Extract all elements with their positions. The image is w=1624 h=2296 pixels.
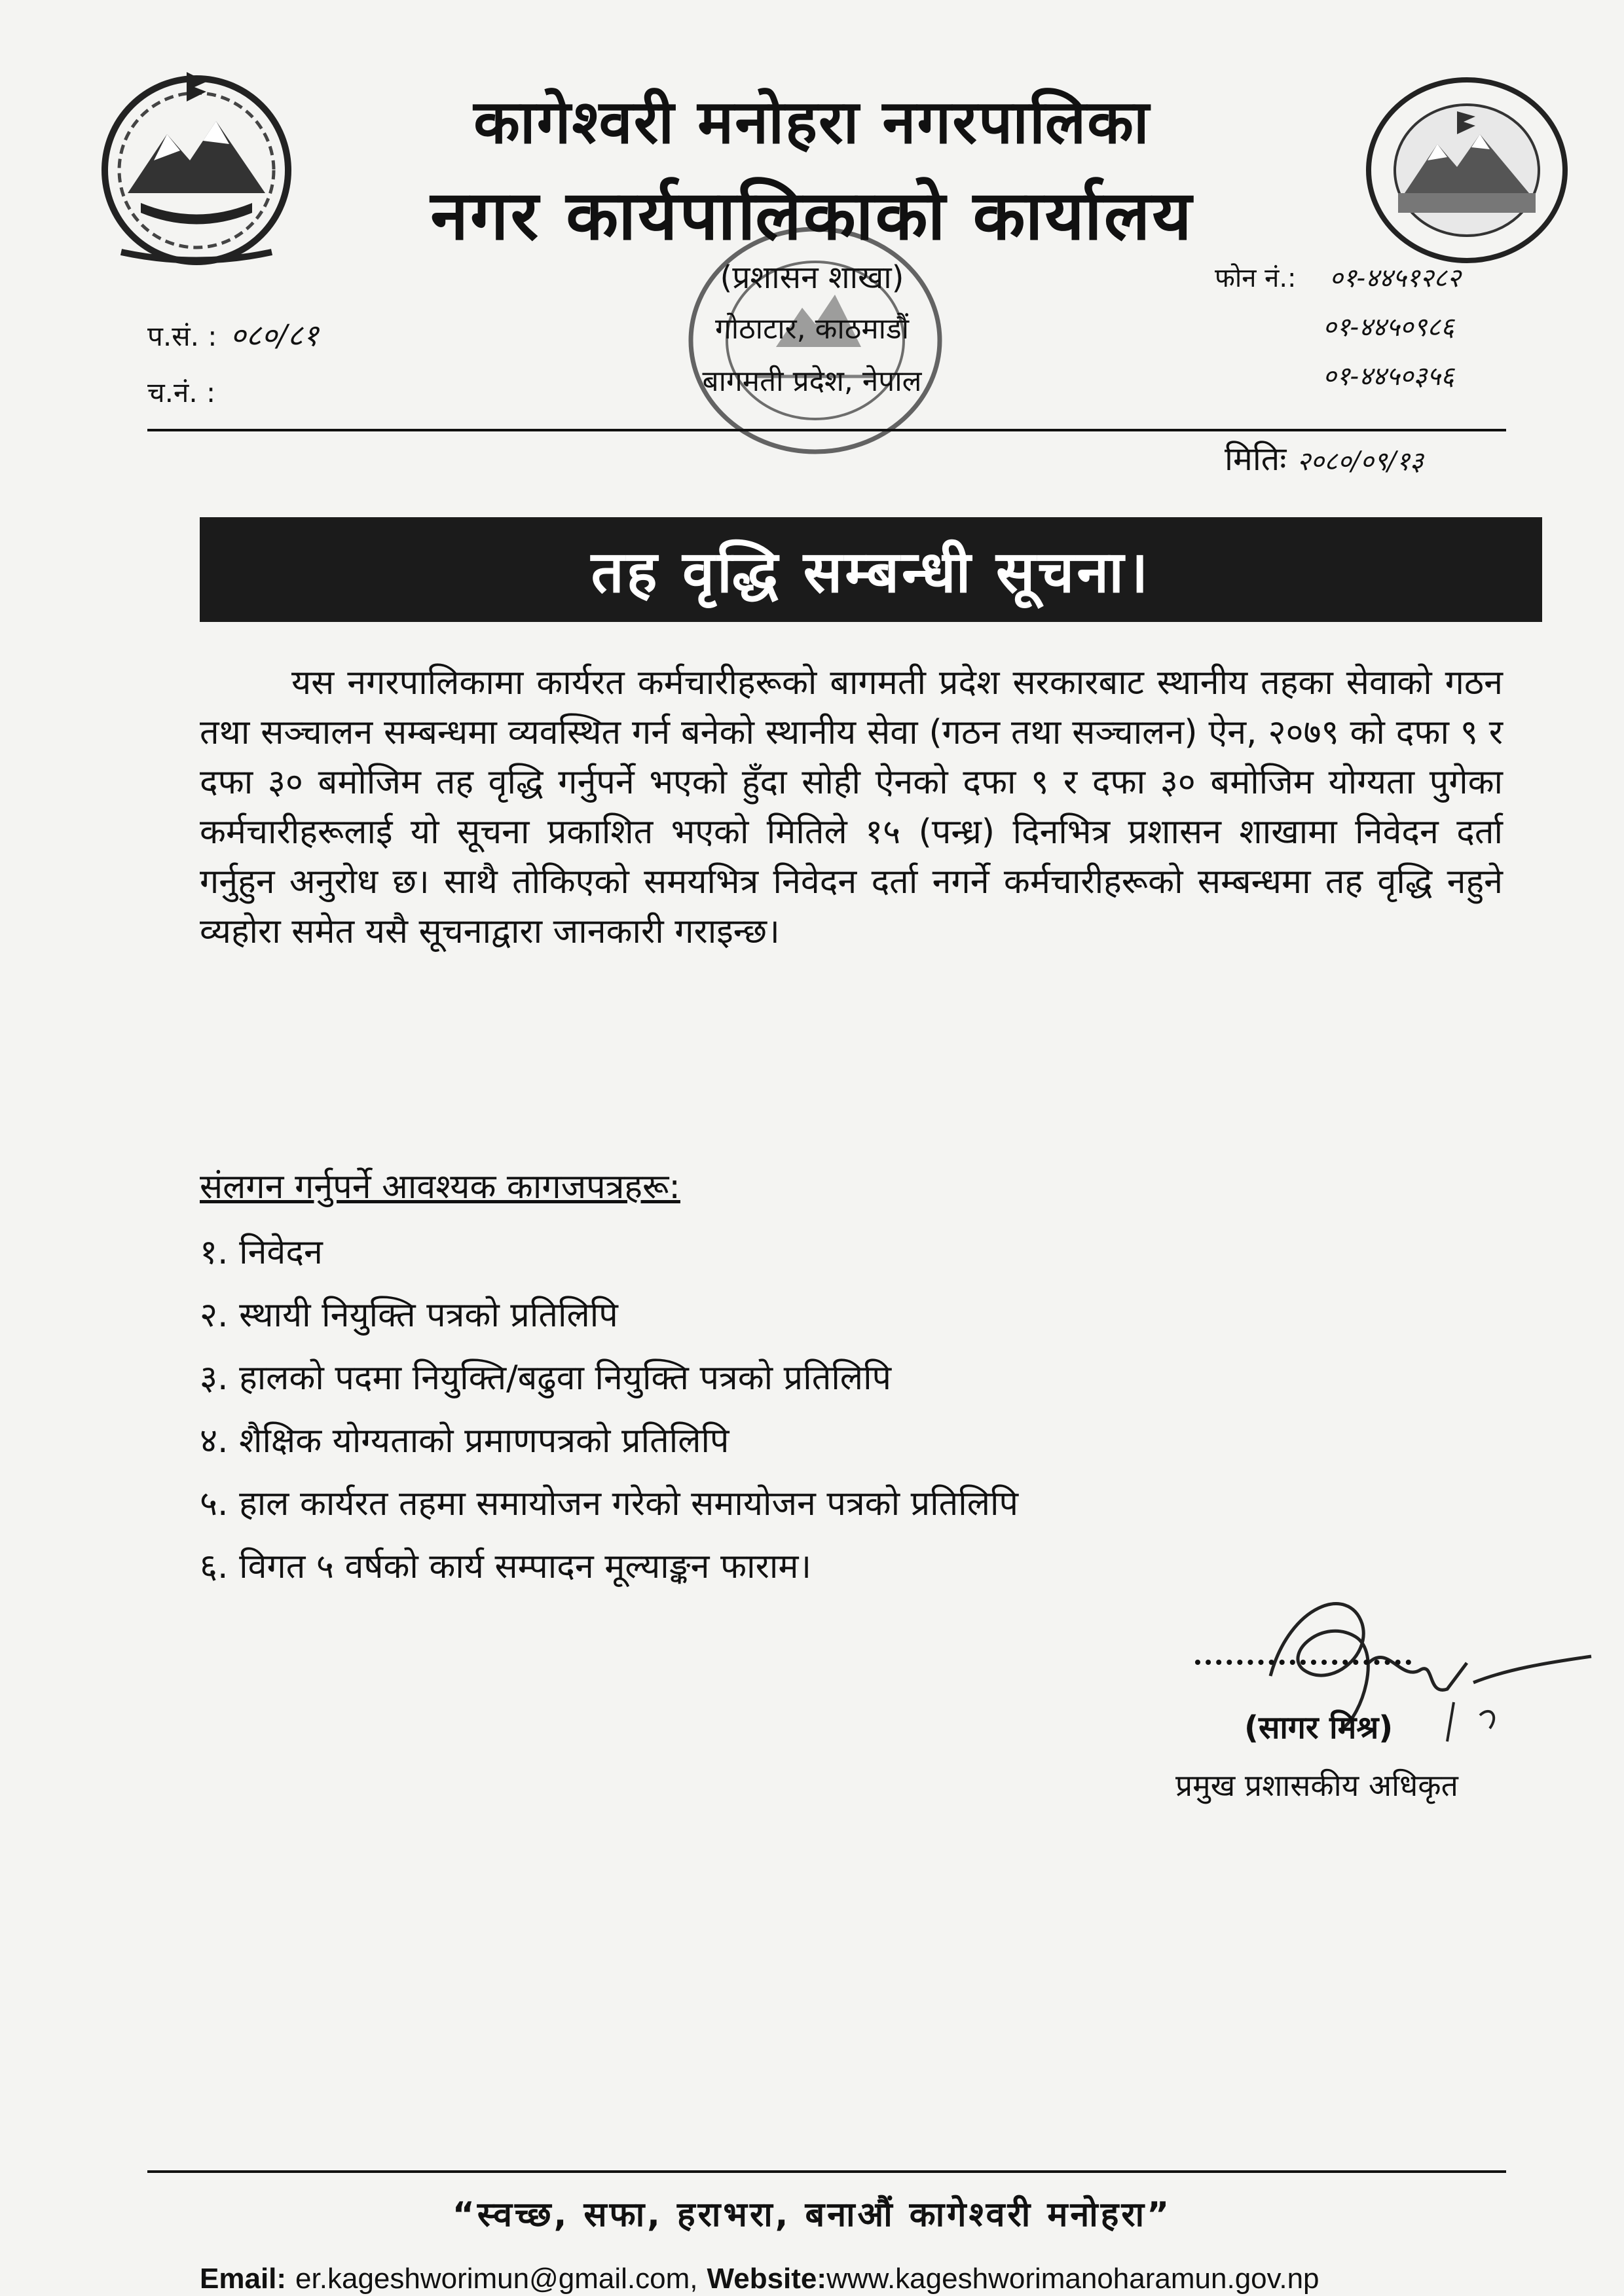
organization-name: कागेश्वरी मनोहरा नगरपालिका [473,87,1151,157]
phone-number-2: ०१-४४५०९८६ [1323,312,1454,342]
phone-number-3: ०१-४४५०३५६ [1323,361,1454,392]
branch-name: (प्रशासन शाखा) [720,259,904,296]
phone-number-1: ०१-४४५१२८२ [1329,263,1461,293]
notice-title: तह वृद्धि सम्बन्धी सूचना। [200,517,1542,622]
date-label: मितिः [1225,440,1287,478]
notice-date [1225,435,1424,480]
list-item: ४. शैक्षिक योग्यताको प्रमाणपत्रको प्रतिलिपि [200,1421,729,1461]
phone-label: फोन नं.: [1215,263,1297,293]
list-item: ५. हाल कार्यरत तहमा समायोजन गरेको समायोजन पत्रको प्रतिलिपि [200,1484,1019,1523]
notice-body: यस नगरपालिकामा कार्यरत कर्मचारीहरूको बागमती प्रदेश सरकारबाट स्थानीय तहका सेवाको गठन तथा सञ्चालन सम्बन्धमा व्यवस्थित गर्न बनेको स्थानीय सेवा (गठन तथा सञ्चालन) ऐन, २०७९ को दफा ९ र दफा ३० बमोजिम तह वृद्धि गर्नुपर्ने भएको हुँदा सोही ऐनको दफा ९ र दफा ३० बमोजिम योग्यता पुगेका कर्मचारीहरूलाई यो सूचना प्रकाशित भएको मितिले १५ (पन्ध्र) दिनभित्र प्रशासन शाखामा निवेदन दर्ता गर्नुहुन अनुरोध छ। साथै तोकिएको समयभित्र निवेदन दर्ता नगर्ने कर्मचारीहरूको सम्बन्धमा तह वृद्धि नहुने व्यहोरा समेत यसै सूचनाद्वारा जानकारी गराइन्छ। [200,663,1503,951]
email-link[interactable]: er.kageshworimun@gmail.com, [295,2263,698,2295]
footer-divider [147,2170,1506,2173]
list-item: ६. विगत ५ वर्षको कार्य सम्पादन मूल्याङ्कन फाराम। [200,1547,812,1586]
attachments-list [200,1221,1018,1598]
dispatch-number [147,373,229,410]
website-label: Website: [707,2263,827,2295]
website-link[interactable]: www.kageshworimanoharamun.gov.np [826,2263,1320,2295]
reference-label: प.सं. : [147,320,217,352]
signatory-title: प्रमुख प्रशासकीय अधिकृत [1175,1768,1458,1803]
signature-line [1195,1660,1411,1665]
footer-slogan: “स्वच्छ, सफा, हराभरा, बनाऔं कागेश्वरी मनोहरा” [452,2195,1172,2234]
email-label: Email: [200,2263,287,2295]
date-value: २०८०/०९/१३ [1297,446,1424,477]
dispatch-label: च.नं. : [147,376,216,409]
footer-contact [200,2262,1608,2295]
address-line-1: गोठाटार, काठमाडौं [714,312,910,346]
list-item: १. निवेदन [200,1233,323,1272]
reference-number [147,314,319,355]
attachments-heading: संलगन गर्नुपर्ने आवश्यक कागजपत्रहरू: [200,1167,680,1207]
list-item: २. स्थायी नियुक्ति पत्रको प्रतिलिपि [200,1296,618,1335]
header-divider [147,429,1506,431]
address-line-2: बागमती प्रदेश, नेपाल [702,365,922,398]
signatory-name: (सागर मिश्र) [1244,1709,1393,1746]
office-name: नगर कार्यपालिकाको कार्यालय [430,175,1194,255]
reference-value: ०८०/८१ [230,318,319,353]
list-item: ३. हालको पदमा नियुक्ति/बढुवा नियुक्ति पत्रको प्रतिलिपि [200,1358,892,1398]
